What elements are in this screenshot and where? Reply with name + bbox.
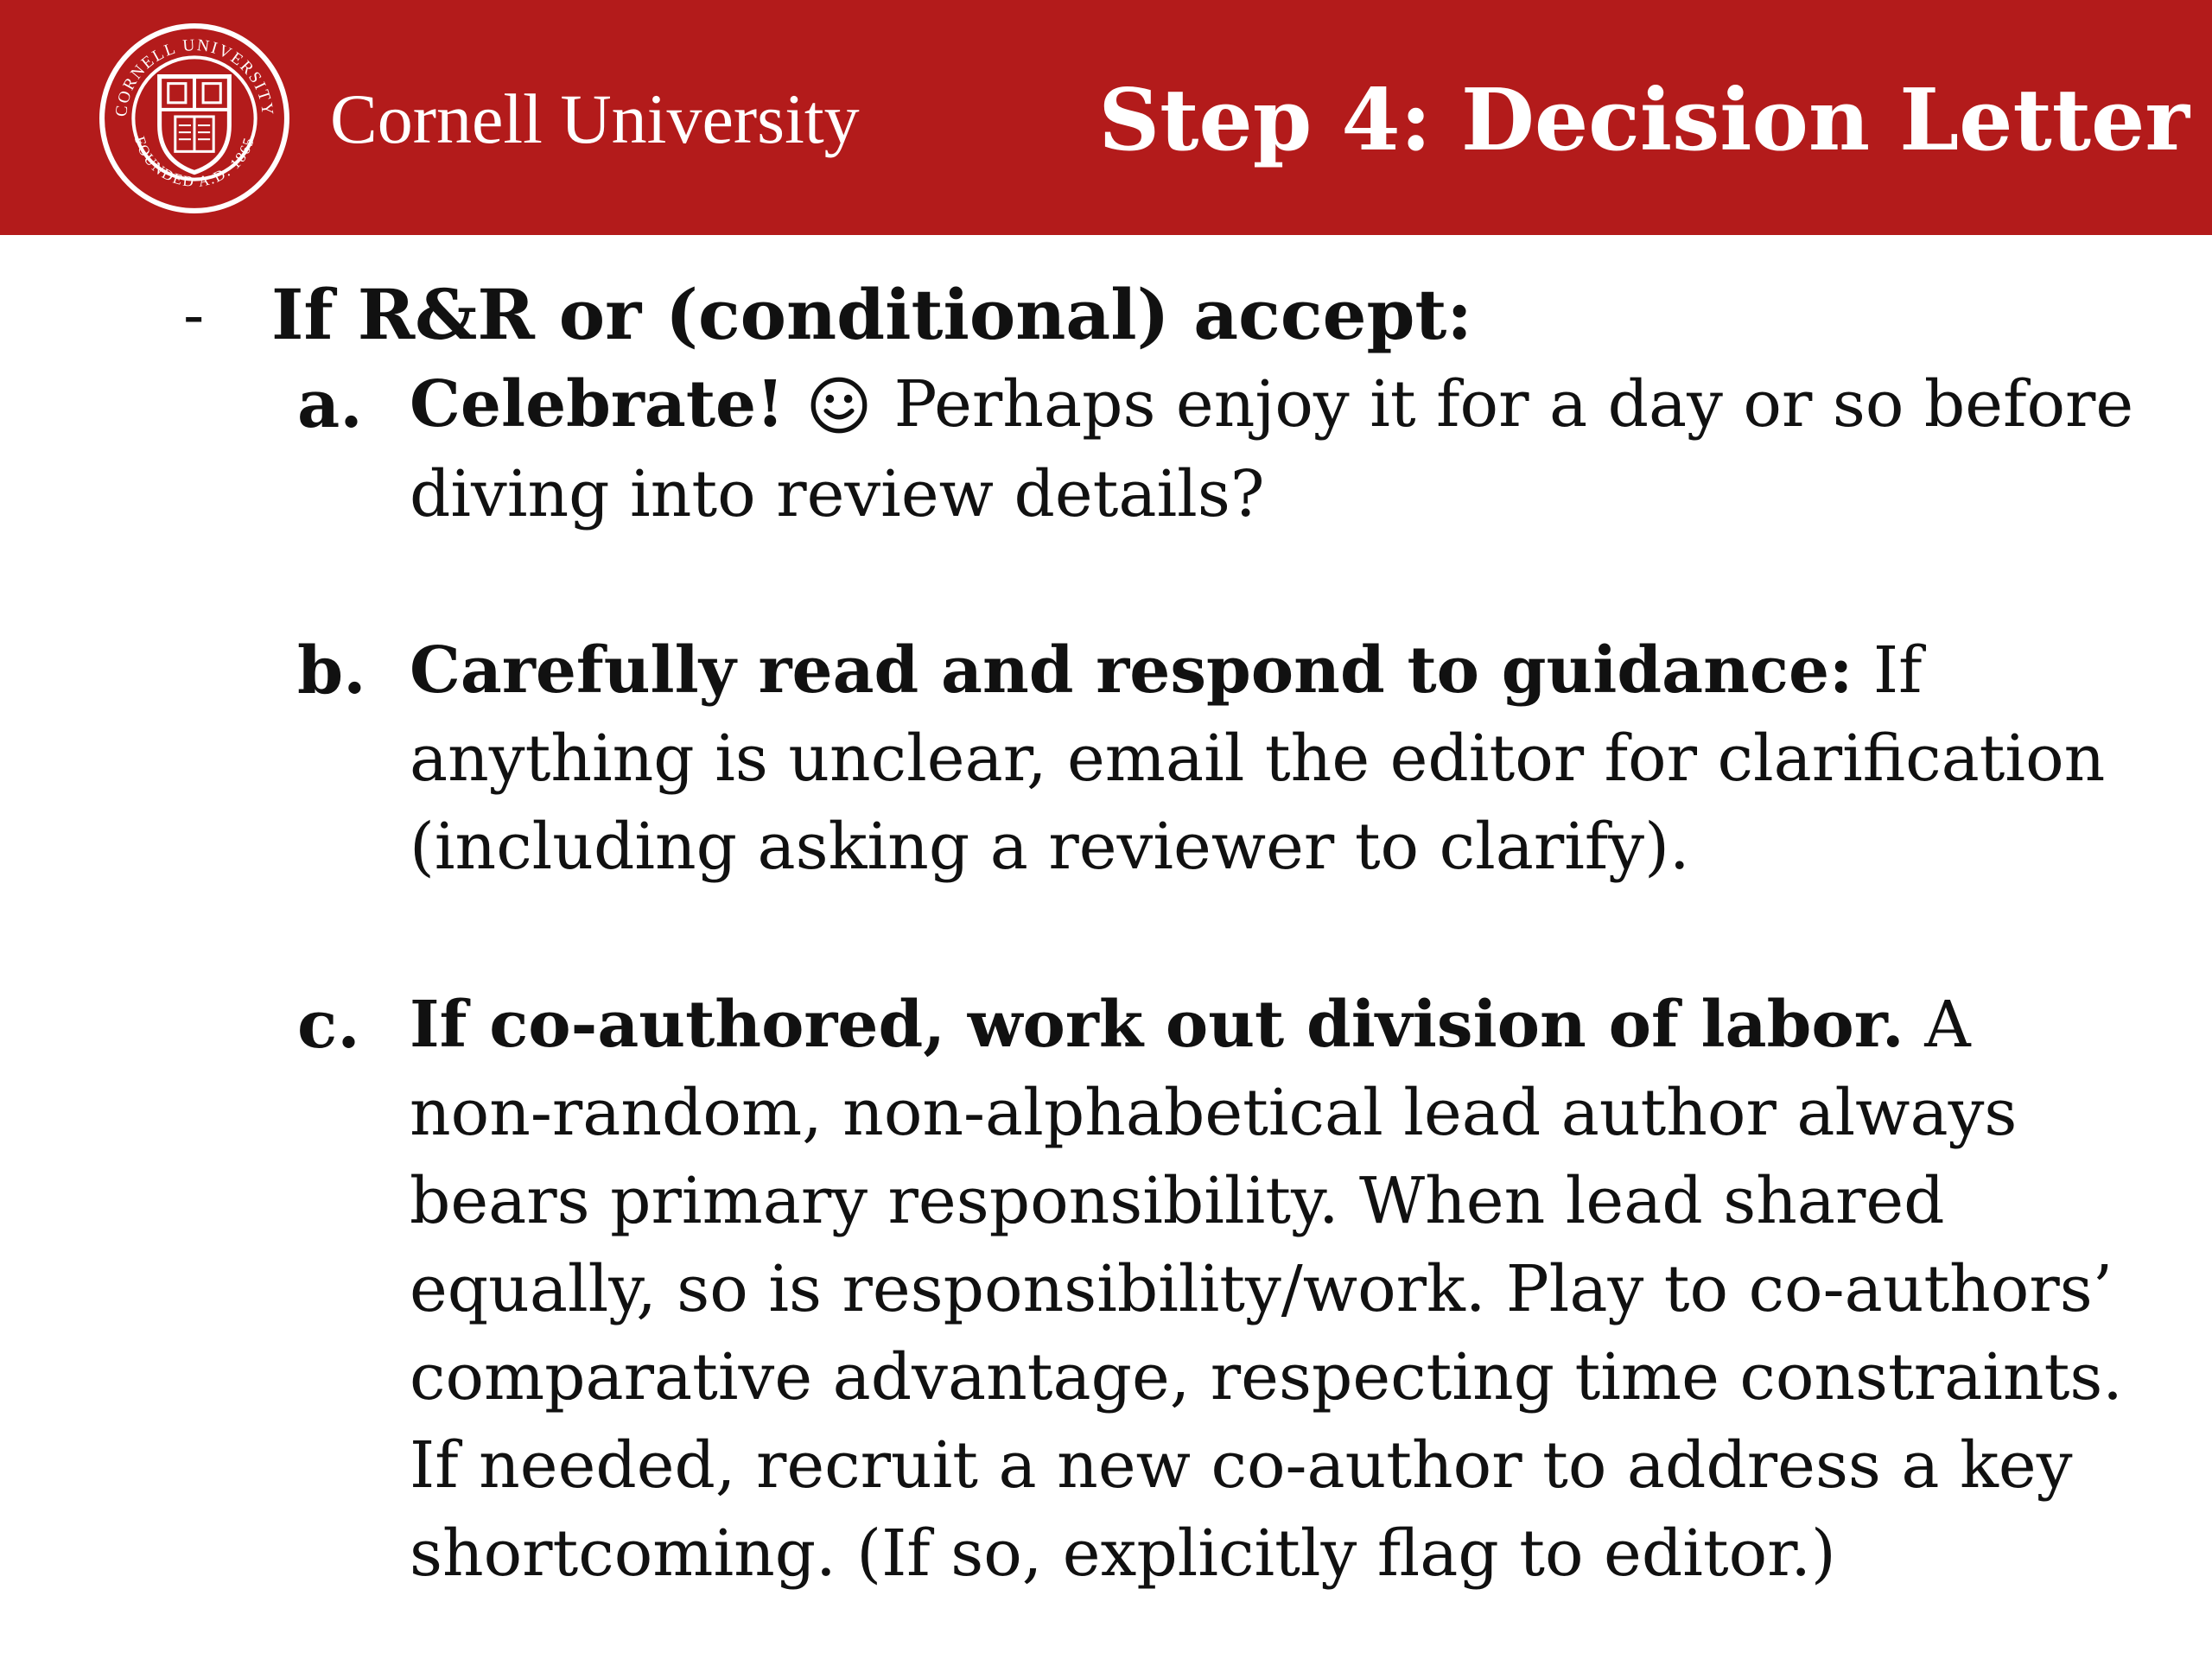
item-b-marker: b. [297,632,366,709]
item-c-first-line [410,980,1971,1070]
item-c-line-5: comparative advantage, respecting time constraints. [410,1340,2123,1414]
item-a-bold-text: Celebrate! [410,367,785,442]
item-c-marker: c. [297,986,360,1063]
slide-title: Step 4: Decision Letter [1098,71,2190,170]
section-heading: If R&R or (conditional) accept: [271,274,1472,355]
bullet-dash: - [183,278,205,351]
item-a-line-2: diving into review details? [410,457,1265,531]
item-b-bold-text: Carefully read and respond to guidance: [410,633,1853,708]
item-c-line-7: shortcoming. (If so, explicitly flag to editor.) [410,1516,1836,1591]
smiley-face-icon [810,376,868,435]
item-c-line-2: non-random, non-alphabetical lead author always [410,1076,2018,1150]
item-c-line-4: equally, so is responsibility/work. Play to co-authors’ [410,1252,2113,1326]
university-name: Cornell University [330,79,860,158]
item-b-text: If [1872,633,1923,708]
item-a-marker: a. [297,365,363,442]
item-c-line-3: bears primary responsibility. When lead shared [410,1164,1945,1238]
item-c-bold-text: If co-authored, work out division of labor. [410,988,1904,1062]
item-b-line-3: (including asking a reviewer to clarify). [410,810,1690,884]
svg-text:FOUNDED A.D. 1865: FOUNDED A.D. 1865 [130,134,258,191]
item-c-text: A [1924,988,1971,1062]
item-b-first-line [410,626,1923,715]
item-c-line-6: If needed, recruit a new co-author to address a key [410,1428,2073,1503]
svg-text:CORNELL UNIVERSITY: CORNELL UNIVERSITY [112,35,276,118]
item-a-first-line [410,359,2133,449]
item-b-line-2: anything is unclear, email the editor for clarification [410,721,2106,796]
item-a-text: Perhaps enjoy it for a day or so before [893,367,2134,442]
